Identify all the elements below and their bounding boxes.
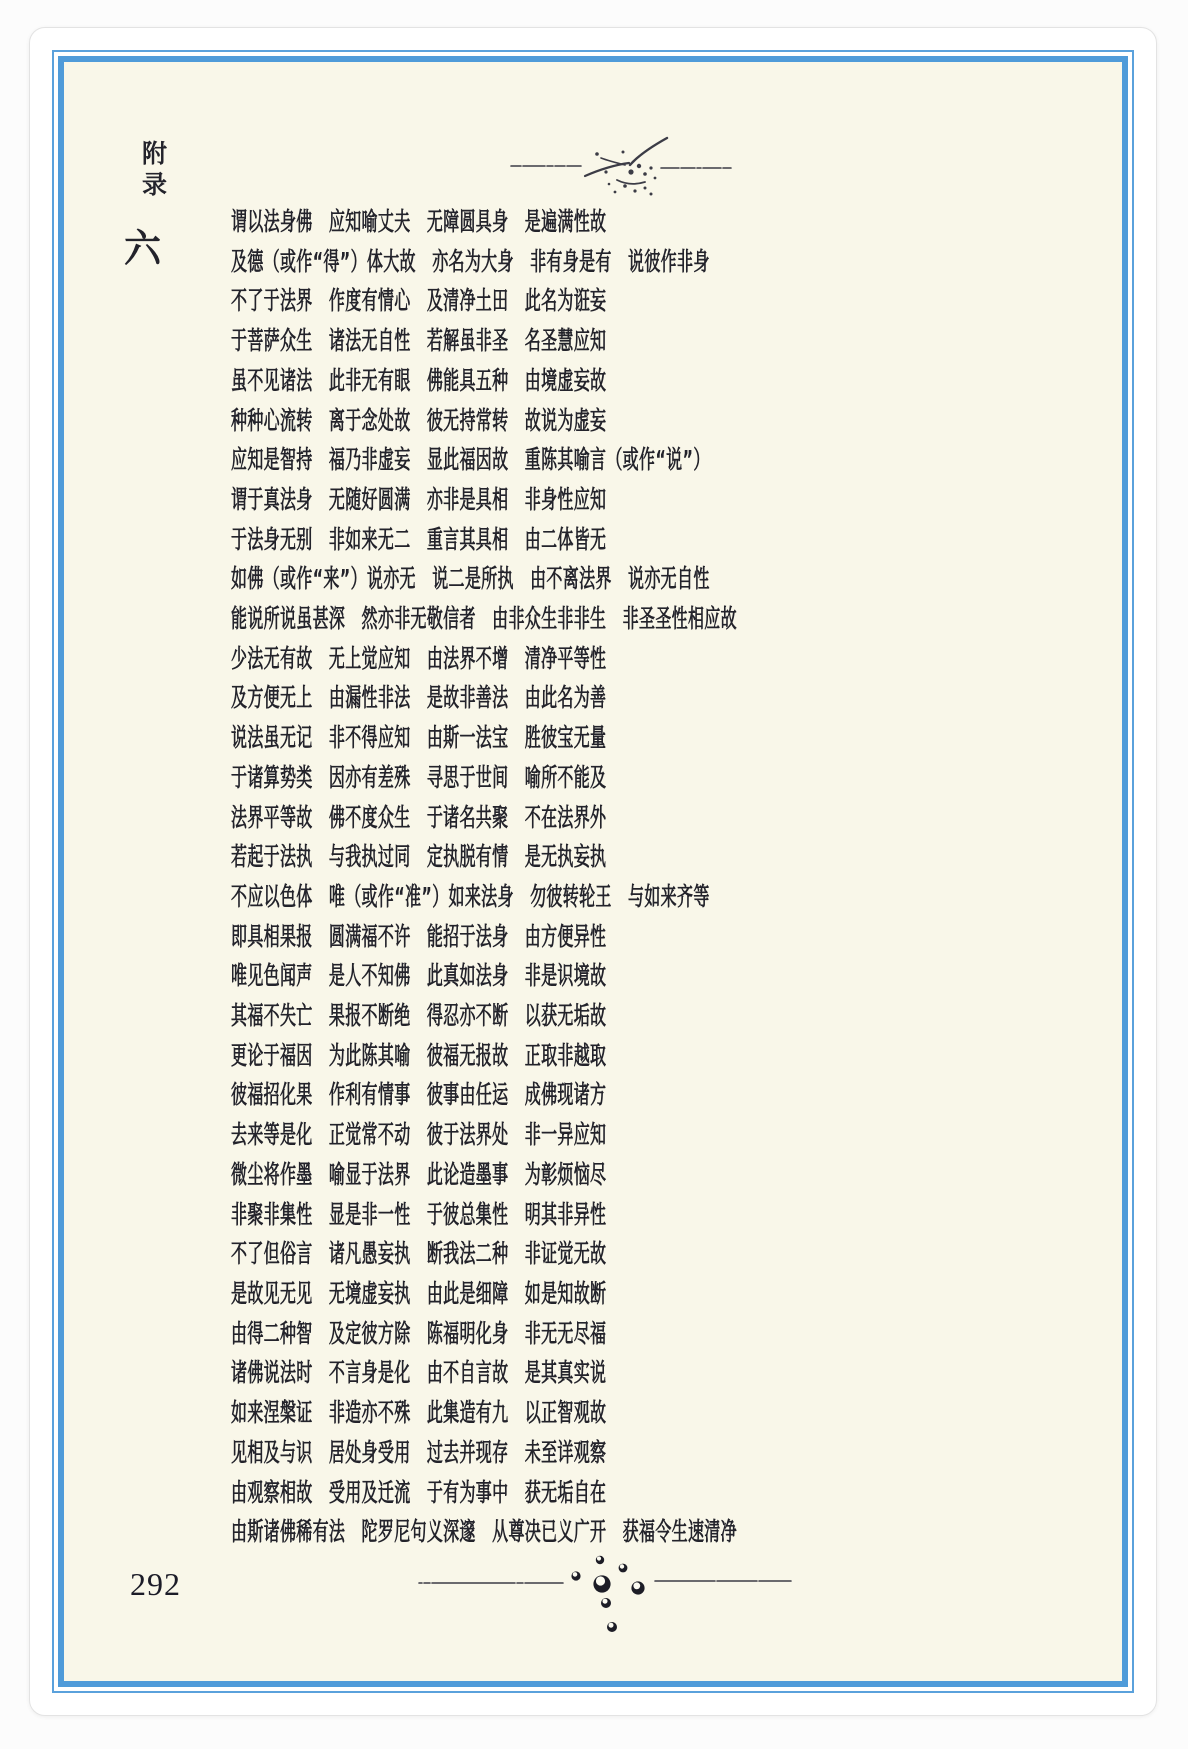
verse-line: 不应以色体 唯（或作“准”）如来法身 勿彼转轮王 与如来齐等 xyxy=(231,881,710,911)
verse-line: 谓以法身佛 应知喻丈夫 无障圆具身 是遍满性故 xyxy=(231,207,607,236)
appendix-margin-label xyxy=(142,138,167,200)
verse-line: 种种心流转 离于念处故 彼无持常转 故说为虚妄 xyxy=(231,405,607,435)
verse-block xyxy=(231,202,1022,1552)
verse-line: 及德（或作“得”）体大故 亦名为大身 非有身是有 说彼作非身 xyxy=(231,246,710,276)
verse-line: 于菩萨众生 诸法无自性 若解虽非圣 名圣慧应知 xyxy=(231,326,607,356)
margin-char-1: 附 xyxy=(142,139,168,168)
verse-line: 说法虽无记 非不得应知 由斯一法宝 胜彼宝无量 xyxy=(231,723,607,753)
footer-dots-rule-icon xyxy=(413,1546,797,1638)
page-number: 292 xyxy=(130,1566,181,1602)
verse-line: 不了但俗言 诸凡愚妄执 断我法二种 非证觉无故 xyxy=(231,1239,607,1269)
verse-line: 如佛（或作“来”）说亦无 说二是所执 由不离法界 说亦无自性 xyxy=(231,564,710,594)
verse-line: 能说所说虽甚深 然亦非无敬信者 由非众生非非生 非圣圣性相应故 xyxy=(231,604,737,634)
section-number: 六 xyxy=(124,227,162,272)
verse-line: 应知是智持 福乃非虚妄 显此福因故 重陈其喻言（或作“说”） xyxy=(231,445,710,475)
verse-line: 于法身无别 非如来无二 重言其具相 由二体皆无 xyxy=(231,524,607,554)
verse-line: 谓于真法身 无随好圆满 亦非是具相 非身性应知 xyxy=(231,484,607,514)
verse-line: 其福不失亡 果报不断绝 得忍亦不断 以获无垢故 xyxy=(231,1001,607,1031)
verse-line: 见相及与识 居处身受用 过去并现存 未至详观察 xyxy=(231,1437,607,1467)
header-flourish-icon xyxy=(505,128,737,200)
verse-line: 去来等是化 正觉常不动 彼于法界处 非一异应知 xyxy=(231,1120,607,1150)
verse-line: 如来涅槃证 非造亦不殊 此集造有九 以正智观故 xyxy=(231,1398,607,1428)
verse-line: 更论于福因 为此陈其喻 彼福无报故 正取非越取 xyxy=(231,1040,607,1070)
verse-line: 于诸算势类 因亦有差殊 寻思于世间 喻所不能及 xyxy=(231,762,607,792)
verse-line: 唯见色闻声 是人不知佛 此真如法身 非是识境故 xyxy=(231,961,607,991)
verse-line: 法界平等故 佛不度众生 于诸名共聚 不在法界外 xyxy=(231,802,607,832)
verse-line: 非聚非集性 显是非一性 于彼总集性 明其非异性 xyxy=(231,1199,607,1229)
verse-line: 是故见无见 无境虚妄执 由此是细障 如是知故断 xyxy=(231,1278,607,1308)
verse-line: 不了于法界 作度有情心 及清净土田 此名为诳妄 xyxy=(231,286,607,316)
margin-char-2: 录 xyxy=(142,170,168,199)
verse-line: 由得二种智 及定彼方除 陈福明化身 非无无尽福 xyxy=(231,1318,607,1348)
verse-line: 彼福招化果 作利有情事 彼事由任运 成佛现诸方 xyxy=(231,1080,607,1110)
verse-line: 及方便无上 由漏性非法 是故非善法 由此名为善 xyxy=(231,683,607,713)
verse-line: 若起于法执 与我执过同 定执脱有情 是无执妄执 xyxy=(231,842,607,872)
verse-line: 由斯诸佛稀有法 陀罗尼句义深邃 从尊决已义广开 获福令生速清净 xyxy=(231,1517,737,1547)
verse-line: 诸佛说法时 不言身是化 由不自言故 是其真实说 xyxy=(231,1358,607,1388)
verse-line: 微尘将作墨 喻显于法界 此论造墨事 为彰烦恼尽 xyxy=(231,1159,607,1189)
verse-line: 由观察相故 受用及迁流 于有为事中 获无垢自在 xyxy=(231,1477,607,1507)
verse-line: 即具相果报 圆满福不许 能招于法身 由方便异性 xyxy=(231,921,607,951)
verse-line: 少法无有故 无上觉应知 由法界不增 清净平等性 xyxy=(231,643,607,673)
verse-line: 虽不见诸法 此非无有眼 佛能具五种 由境虚妄故 xyxy=(231,365,607,395)
